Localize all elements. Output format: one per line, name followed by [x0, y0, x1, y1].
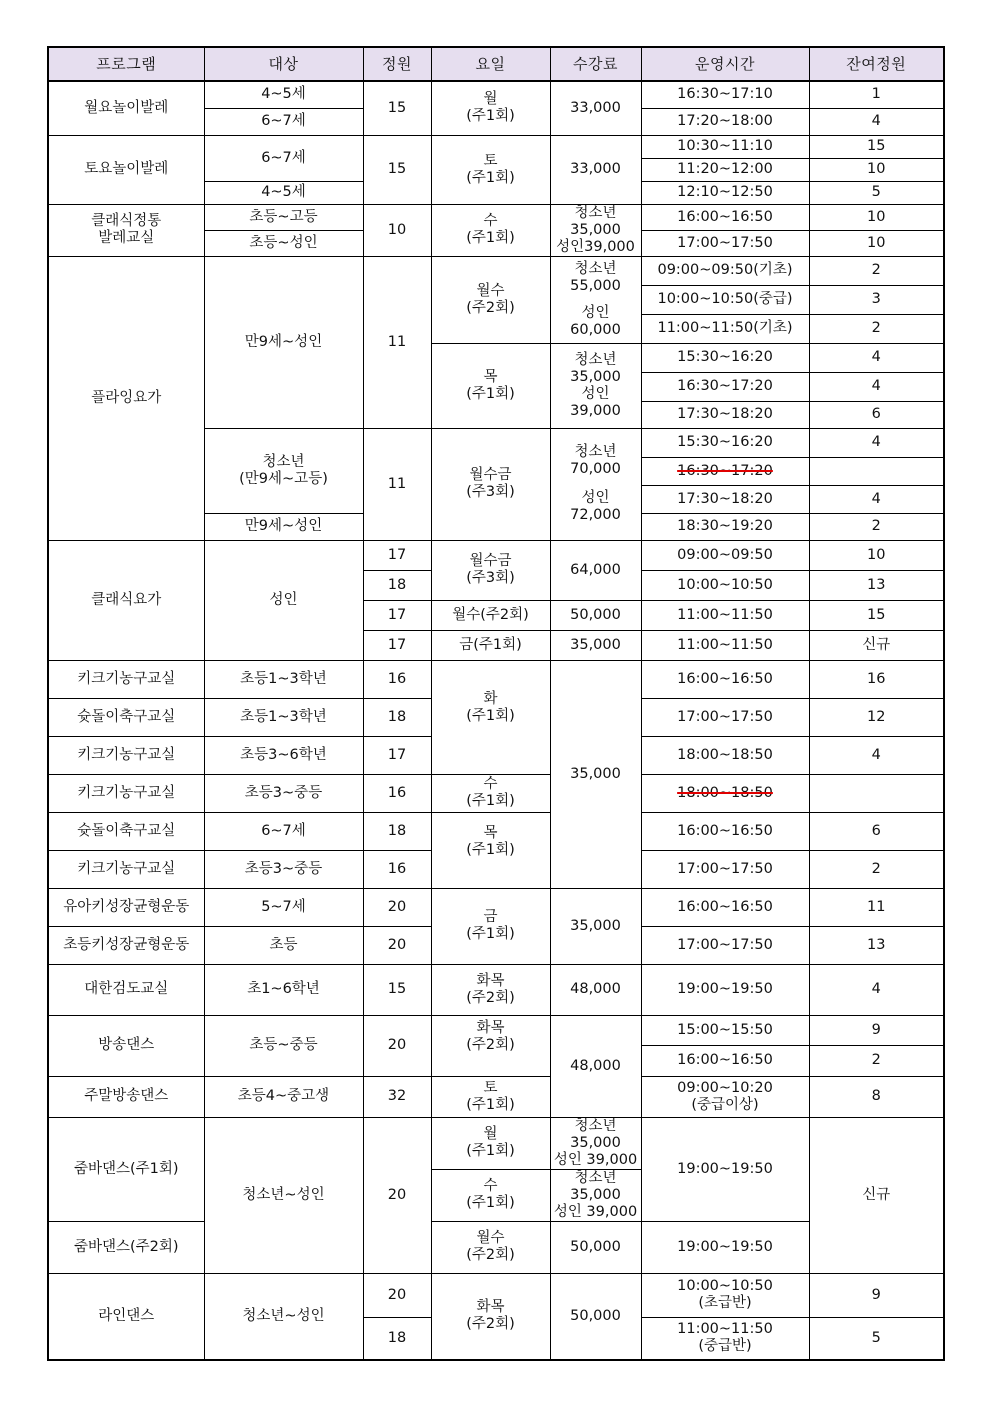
remaining-cell [809, 774, 944, 812]
capacity-cell: 20 [363, 888, 431, 926]
target-cell: 초등1~3학년 [204, 698, 363, 736]
capacity-cell: 10 [363, 204, 431, 256]
program-name: 키크기농구교실 [48, 660, 204, 698]
table-row [48, 888, 944, 926]
program-name: 라인댄스 [48, 1273, 204, 1360]
header-day: 요일 [431, 47, 550, 81]
program-name: 초등키성장균형운동 [48, 926, 204, 964]
day-cell: 화 (주1회) [431, 660, 550, 774]
remaining-cell: 5 [809, 1317, 944, 1360]
remaining-cell: 11 [809, 888, 944, 926]
time-cell: 16:00~16:50 [641, 812, 809, 850]
program-name: 슛돌이축구교실 [48, 812, 204, 850]
day-cell: 수 (주1회) [431, 1169, 550, 1221]
time-cell: 17:00~17:50 [641, 926, 809, 964]
day-cell: 월 (주1회) [431, 81, 550, 135]
table-row [48, 81, 944, 108]
capacity-cell: 18 [363, 570, 431, 600]
day-cell: 화목 (주2회) [431, 1015, 550, 1076]
remaining-cell: 2 [809, 850, 944, 888]
fee-cell: 청소년 35,000 성인 39,000 [550, 343, 641, 428]
time-cell: 17:30~18:20 [641, 401, 809, 428]
remaining-cell: 6 [809, 812, 944, 850]
fee-cell: 50,000 [550, 600, 641, 630]
capacity-cell: 18 [363, 812, 431, 850]
time-cell: 16:00~16:50 [641, 888, 809, 926]
remaining-cell: 2 [809, 1045, 944, 1076]
header-target: 대상 [204, 47, 363, 81]
fee-cell: 50,000 [550, 1273, 641, 1360]
table-row [48, 660, 944, 698]
capacity-cell: 16 [363, 660, 431, 698]
day-cell: 월 (주1회) [431, 1117, 550, 1169]
time-cell: 16:00~16:50 [641, 204, 809, 230]
day-cell: 화목 (주2회) [431, 1273, 550, 1360]
time-cell: 16:30~17:10 [641, 81, 809, 108]
program-name: 키크기농구교실 [48, 774, 204, 812]
remaining-cell: 신규 [809, 630, 944, 660]
capacity-cell: 15 [363, 135, 431, 204]
time-cell: 11:20~12:00 [641, 158, 809, 181]
time-cell: 11:00~11:50 [641, 630, 809, 660]
target-cell: 청소년 (만9세~고등) [204, 428, 363, 513]
day-cell: 화목 (주2회) [431, 964, 550, 1015]
time-cell: 10:30~11:10 [641, 135, 809, 158]
program-name: 월요놀이발레 [48, 81, 204, 135]
capacity-cell: 18 [363, 698, 431, 736]
program-name: 토요놀이발레 [48, 135, 204, 204]
remaining-cell: 13 [809, 570, 944, 600]
time-cell: 10:00~10:50 [641, 570, 809, 600]
fee-cell: 50,000 [550, 1221, 641, 1273]
program-name: 주말방송댄스 [48, 1076, 204, 1117]
time-cell: 09:00~09:50(기초) [641, 256, 809, 285]
day-cell: 수 (주1회) [431, 774, 550, 812]
day-cell: 금 (주1회) [431, 888, 550, 964]
capacity-cell: 11 [363, 256, 431, 428]
remaining-cell: 15 [809, 135, 944, 158]
fee-cell: 35,000 [550, 630, 641, 660]
remaining-cell: 1 [809, 81, 944, 108]
time-cell: 17:00~17:50 [641, 850, 809, 888]
program-name: 클래식정통 발레교실 [48, 204, 204, 256]
remaining-cell: 3 [809, 285, 944, 314]
fee-cell: 33,000 [550, 81, 641, 135]
time-cell: 10:00~10:50(중급) [641, 285, 809, 314]
program-name: 키크기농구교실 [48, 850, 204, 888]
time-cell: 17:00~17:50 [641, 698, 809, 736]
target-cell: 초등4~중고생 [204, 1076, 363, 1117]
time-cell-cancelled: 16:30~17:20 [641, 457, 809, 485]
program-name: 플라잉요가 [48, 256, 204, 540]
capacity-cell: 17 [363, 600, 431, 630]
capacity-cell: 20 [363, 1015, 431, 1076]
day-cell: 토 (주1회) [431, 135, 550, 204]
fee-cell: 청소년 55,000 성인 60,000 [550, 256, 641, 343]
target-cell: 초등~고등 [204, 204, 363, 230]
target-cell: 만9세~성인 [204, 513, 363, 540]
time-cell: 11:00~11:50(기초) [641, 314, 809, 343]
table-row [48, 1117, 944, 1169]
time-cell: 11:00~11:50 (중급반) [641, 1317, 809, 1360]
time-cell: 09:00~09:50 [641, 540, 809, 570]
program-name: 슛돌이축구교실 [48, 698, 204, 736]
fee-cell: 청소년 35,000 성인 39,000 [550, 1169, 641, 1221]
time-cell-cancelled: 18:00~18:50 [641, 774, 809, 812]
time-cell: 11:00~11:50 [641, 600, 809, 630]
header-fee: 수강료 [550, 47, 641, 81]
remaining-cell: 2 [809, 256, 944, 285]
target-cell: 초등~중등 [204, 1015, 363, 1076]
program-name: 키크기농구교실 [48, 736, 204, 774]
remaining-cell: 16 [809, 660, 944, 698]
remaining-cell: 13 [809, 926, 944, 964]
fee-cell: 33,000 [550, 135, 641, 204]
target-cell: 초등3~6학년 [204, 736, 363, 774]
day-cell: 수 (주1회) [431, 204, 550, 256]
fee-cell: 청소년 35,000 성인 39,000 [550, 1117, 641, 1169]
time-cell: 16:00~16:50 [641, 1045, 809, 1076]
remaining-cell: 9 [809, 1273, 944, 1317]
remaining-cell: 10 [809, 204, 944, 230]
table-row [48, 135, 944, 158]
target-cell: 4~5세 [204, 81, 363, 108]
capacity-cell: 16 [363, 774, 431, 812]
target-cell: 6~7세 [204, 135, 363, 181]
remaining-cell: 5 [809, 181, 944, 204]
remaining-cell: 4 [809, 428, 944, 457]
header-row [48, 47, 944, 81]
table-row [48, 1015, 944, 1045]
table-row [48, 964, 944, 1015]
table-row [48, 256, 944, 285]
target-cell: 5~7세 [204, 888, 363, 926]
table-row [48, 540, 944, 570]
time-cell: 17:30~18:20 [641, 485, 809, 513]
remaining-cell: 8 [809, 1076, 944, 1117]
program-schedule-table [47, 46, 945, 1361]
capacity-cell: 18 [363, 1317, 431, 1360]
target-cell: 초등3~중등 [204, 850, 363, 888]
time-cell: 17:20~18:00 [641, 108, 809, 135]
program-name: 클래식요가 [48, 540, 204, 660]
time-cell: 18:00~18:50 [641, 736, 809, 774]
remaining-cell: 4 [809, 964, 944, 1015]
table-row [48, 812, 944, 850]
capacity-cell: 15 [363, 964, 431, 1015]
fee-cell: 청소년 35,000 성인39,000 [550, 204, 641, 256]
target-cell: 6~7세 [204, 812, 363, 850]
remaining-cell: 4 [809, 343, 944, 372]
remaining-cell: 12 [809, 698, 944, 736]
time-cell: 09:00~10:20 (중급이상) [641, 1076, 809, 1117]
program-name: 줌바댄스(주2회) [48, 1221, 204, 1273]
fee-cell: 35,000 [550, 660, 641, 888]
target-cell: 4~5세 [204, 181, 363, 204]
capacity-cell: 20 [363, 1117, 431, 1273]
time-cell: 16:00~16:50 [641, 660, 809, 698]
time-cell: 19:00~19:50 [641, 1221, 809, 1273]
capacity-cell: 11 [363, 428, 431, 540]
remaining-cell: 4 [809, 372, 944, 401]
table-row [48, 1076, 944, 1117]
time-cell: 15:00~15:50 [641, 1015, 809, 1045]
remaining-cell: 10 [809, 230, 944, 256]
program-name: 대한검도교실 [48, 964, 204, 1015]
target-cell: 초등 [204, 926, 363, 964]
header-program: 프로그램 [48, 47, 204, 81]
time-cell: 16:30~17:20 [641, 372, 809, 401]
header-time: 운영시간 [641, 47, 809, 81]
remaining-cell: 9 [809, 1015, 944, 1045]
remaining-cell: 10 [809, 540, 944, 570]
time-cell: 15:30~16:20 [641, 343, 809, 372]
target-cell: 청소년~성인 [204, 1117, 363, 1273]
remaining-cell: 4 [809, 485, 944, 513]
remaining-cell [809, 457, 944, 485]
remaining-cell: 10 [809, 158, 944, 181]
target-cell: 초등3~중등 [204, 774, 363, 812]
fee-cell: 청소년 70,000 성인 72,000 [550, 428, 641, 540]
time-cell: 15:30~16:20 [641, 428, 809, 457]
day-cell: 월수(주2회) [431, 600, 550, 630]
capacity-cell: 17 [363, 630, 431, 660]
day-cell: 토 (주1회) [431, 1076, 550, 1117]
header-remaining: 잔여정원 [809, 47, 944, 81]
target-cell: 초등~성인 [204, 230, 363, 256]
time-cell: 19:00~19:50 [641, 1117, 809, 1221]
fee-cell: 35,000 [550, 888, 641, 964]
time-cell: 19:00~19:50 [641, 964, 809, 1015]
target-cell: 초등1~3학년 [204, 660, 363, 698]
remaining-cell: 2 [809, 314, 944, 343]
program-name: 줌바댄스(주1회) [48, 1117, 204, 1221]
fee-cell: 48,000 [550, 964, 641, 1015]
fee-cell: 64,000 [550, 540, 641, 600]
table-row [48, 1273, 944, 1317]
time-cell: 12:10~12:50 [641, 181, 809, 204]
time-cell: 10:00~10:50 (초급반) [641, 1273, 809, 1317]
program-name: 방송댄스 [48, 1015, 204, 1076]
time-cell: 18:30~19:20 [641, 513, 809, 540]
capacity-cell: 17 [363, 540, 431, 570]
time-cell: 17:00~17:50 [641, 230, 809, 256]
remaining-cell: 6 [809, 401, 944, 428]
header-capacity: 정원 [363, 47, 431, 81]
remaining-cell: 4 [809, 736, 944, 774]
capacity-cell: 16 [363, 850, 431, 888]
day-cell: 월수금 (주3회) [431, 540, 550, 600]
program-name: 유아키성장균형운동 [48, 888, 204, 926]
target-cell: 만9세~성인 [204, 256, 363, 428]
remaining-cell: 신규 [809, 1117, 944, 1273]
target-cell: 청소년~성인 [204, 1273, 363, 1360]
day-cell: 월수금 (주3회) [431, 428, 550, 540]
target-cell: 6~7세 [204, 108, 363, 135]
remaining-cell: 2 [809, 513, 944, 540]
capacity-cell: 32 [363, 1076, 431, 1117]
capacity-cell: 20 [363, 1273, 431, 1317]
capacity-cell: 20 [363, 926, 431, 964]
day-cell: 월수 (주2회) [431, 1221, 550, 1273]
day-cell: 월수 (주2회) [431, 256, 550, 343]
day-cell: 금(주1회) [431, 630, 550, 660]
remaining-cell: 4 [809, 108, 944, 135]
capacity-cell: 17 [363, 736, 431, 774]
target-cell: 초1~6학년 [204, 964, 363, 1015]
table-row [48, 204, 944, 230]
day-cell: 목 (주1회) [431, 812, 550, 888]
remaining-cell: 15 [809, 600, 944, 630]
table-row [48, 774, 944, 812]
day-cell: 목 (주1회) [431, 343, 550, 428]
fee-cell: 48,000 [550, 1015, 641, 1117]
target-cell: 성인 [204, 540, 363, 660]
capacity-cell: 15 [363, 81, 431, 135]
